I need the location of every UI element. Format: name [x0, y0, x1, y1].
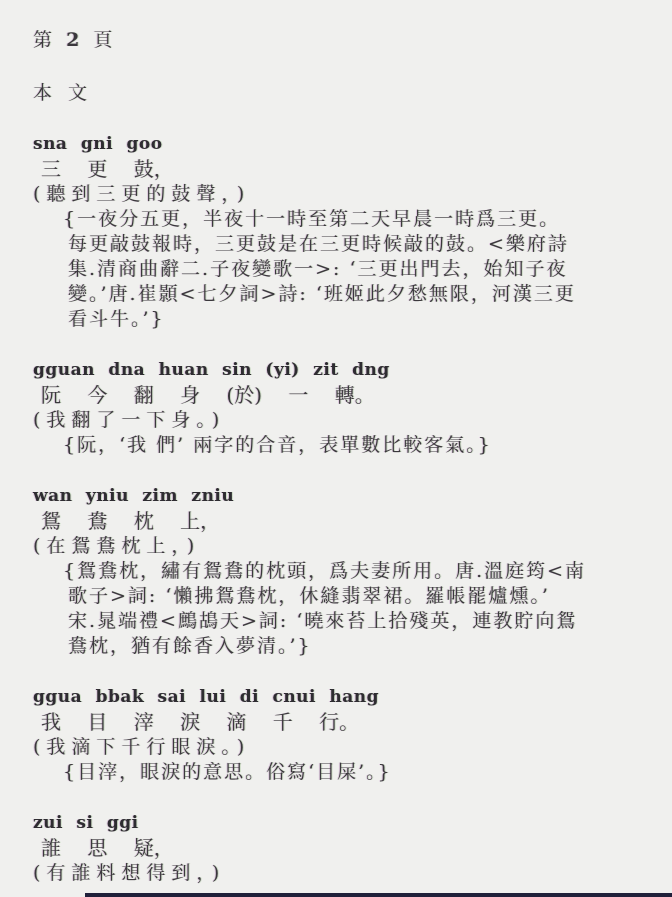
note-line: {目滓，眼淚的意思。俗寫‘目屎’。}	[63, 761, 392, 783]
page-suffix: 頁	[93, 29, 117, 51]
hanzi-line: 我 目 滓 淚 滴 千 行。	[41, 710, 360, 734]
translation-line: (我滴下千行眼淚。)	[33, 736, 251, 758]
page-number-label	[33, 28, 652, 53]
annotation-block	[63, 433, 652, 458]
hanzi-line: 鴛 鴦 枕 上，	[41, 509, 221, 533]
page-prefix: 第	[33, 29, 57, 51]
entry	[33, 685, 652, 785]
annotation-block	[63, 760, 652, 785]
hanzi-line: 三 更 鼓，	[41, 157, 174, 181]
note-line: 宋.晁端禮<鷓鴣天>詞: ‘曉來苔上拾殘英，連教貯向鴛	[68, 610, 578, 632]
entry	[33, 484, 652, 659]
entry	[33, 358, 652, 458]
romanization-line: gguan dna huan sin (yi) zit dng	[33, 360, 390, 380]
section-title: 本 文	[33, 82, 93, 104]
romanization-line: wan yniu zim zniu	[33, 486, 235, 506]
note-line: 鴦枕，猶有餘香入夢清。’}	[68, 635, 312, 657]
annotation-block	[63, 559, 652, 659]
translation-line: (聽到三更的鼓聲，)	[33, 183, 251, 205]
scan-artifact-bar	[85, 893, 672, 897]
note-line: {阮，‘我 們’ 兩字的合音，表單數比較客氣。}	[63, 434, 492, 456]
translation-line: (有誰料想得到，)	[33, 862, 226, 884]
note-line: 變。’唐.崔顥<七夕詞>詩: ‘班姬此夕愁無限，河漢三更	[68, 283, 576, 305]
romanization-line: zui si ggi	[33, 813, 139, 833]
entry	[33, 811, 652, 886]
translation-line: (我翻了一下身。)	[33, 409, 226, 431]
hanzi-line: 誰 思 疑，	[41, 836, 174, 860]
note-line: 看斗牛。’}	[68, 308, 165, 330]
note-line: 每更敲鼓報時，三更鼓是在三更時候敲的鼓。<樂府詩	[68, 233, 569, 255]
note-line: 歌子>詞: ‘懶拂鴛鴦枕，休縫翡翠裙。羅帳罷爐燻。’	[68, 585, 550, 607]
annotation-block	[63, 207, 652, 332]
translation-line: (在鴛鴦枕上，)	[33, 535, 201, 557]
note-line: {鴛鴦枕，繡有鴛鴦的枕頭，爲夫妻所用。唐.溫庭筠<南	[63, 560, 587, 582]
romanization-line: sna gni goo	[33, 134, 163, 154]
hanzi-line: 阮 今 翻 身 (於) 一 轉。	[41, 383, 375, 407]
note-line: {一夜分五更，半夜十一時至第二天早晨一時爲三更。	[63, 208, 561, 230]
page-number: 2	[66, 29, 84, 51]
note-line: 集.清商曲辭二.子夜變歌一>: ‘三更出門去，始知子夜	[68, 258, 568, 280]
entry	[33, 132, 652, 332]
romanization-line: ggua bbak sai lui di cnui hang	[33, 687, 380, 707]
